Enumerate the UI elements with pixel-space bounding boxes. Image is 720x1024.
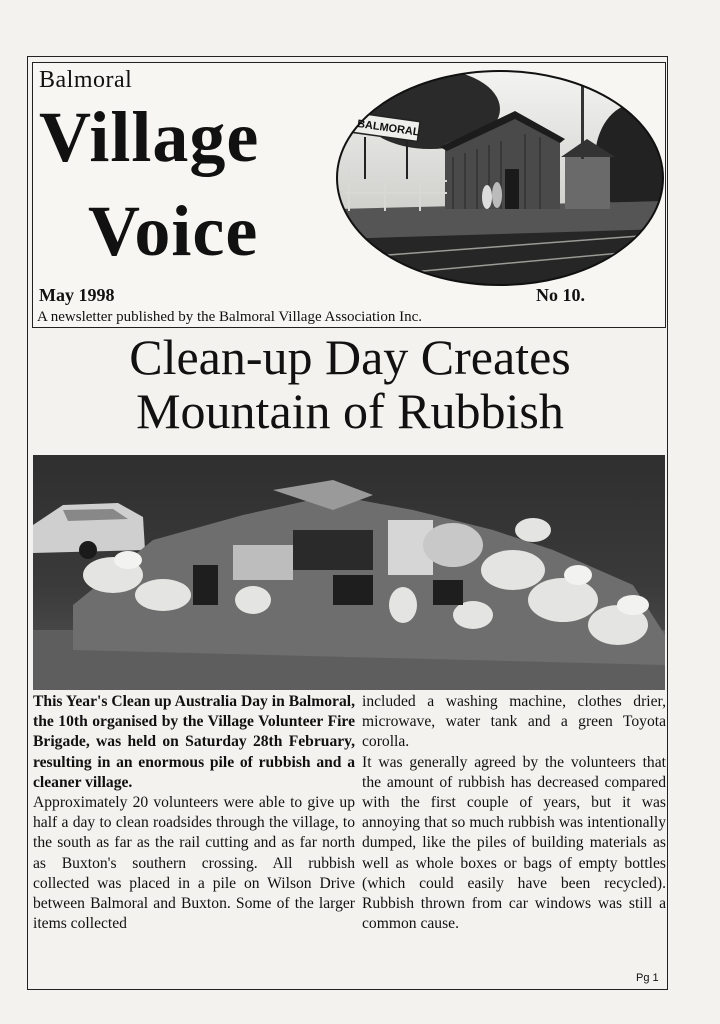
headline-line-2: Mountain of Rubbish [136, 383, 564, 439]
tagline: A newsletter published by the Balmoral Village Association Inc. [37, 309, 422, 325]
article-paragraph-1: Approximately 20 volunteers were able to give up half a day to clean roadsides through the village, to the south as far as the rail cutting and as far north as Buxton's southern crossing. All rubbish collected was placed in a pile on Wilson Drive between Balmoral and Buxton. Some of the larger items collected [33, 794, 355, 933]
article-column-left [33, 692, 355, 934]
masthead-title-village: Village [39, 97, 260, 177]
article-paragraph-3: It was generally agreed by the volunteers that the amount of rubbish has decreased compared with the first couple of years, but it was annoying that so much rubbish was intentionally dumped, like the piles of building materials as well as whole boxes or bags of empty bottles (which could easily have been recycled). Rubbish thrown from car windows was still a common cause. [362, 753, 666, 933]
headline-line-1: Clean-up Day Creates [129, 329, 571, 385]
article-lead: This Year's Clean up Australia Day in Balmoral, the 10th organised by the Village Volunteer Fire Brigade, was held on Saturday 28th February, resulting in an enormous pile of rubbish and a cleaner village. [33, 693, 355, 791]
article-paragraph-2: included a washing machine, clothes drier, microwave, water tank and a green Toyota corolla. [362, 693, 666, 751]
article-column-right [362, 692, 666, 934]
issue-number: No 10. [536, 285, 585, 305]
railway-station-photo [335, 69, 665, 287]
masthead [32, 62, 666, 328]
issue-date: May 1998 [39, 285, 115, 305]
masthead-place: Balmoral [39, 67, 133, 93]
page-number: Pg 1 [636, 972, 659, 984]
station-sign-text: BALMORAL [356, 118, 421, 139]
rubbish-pile-photo [33, 455, 665, 690]
masthead-title-voice: Voice [88, 191, 259, 271]
article-headline [30, 330, 670, 438]
